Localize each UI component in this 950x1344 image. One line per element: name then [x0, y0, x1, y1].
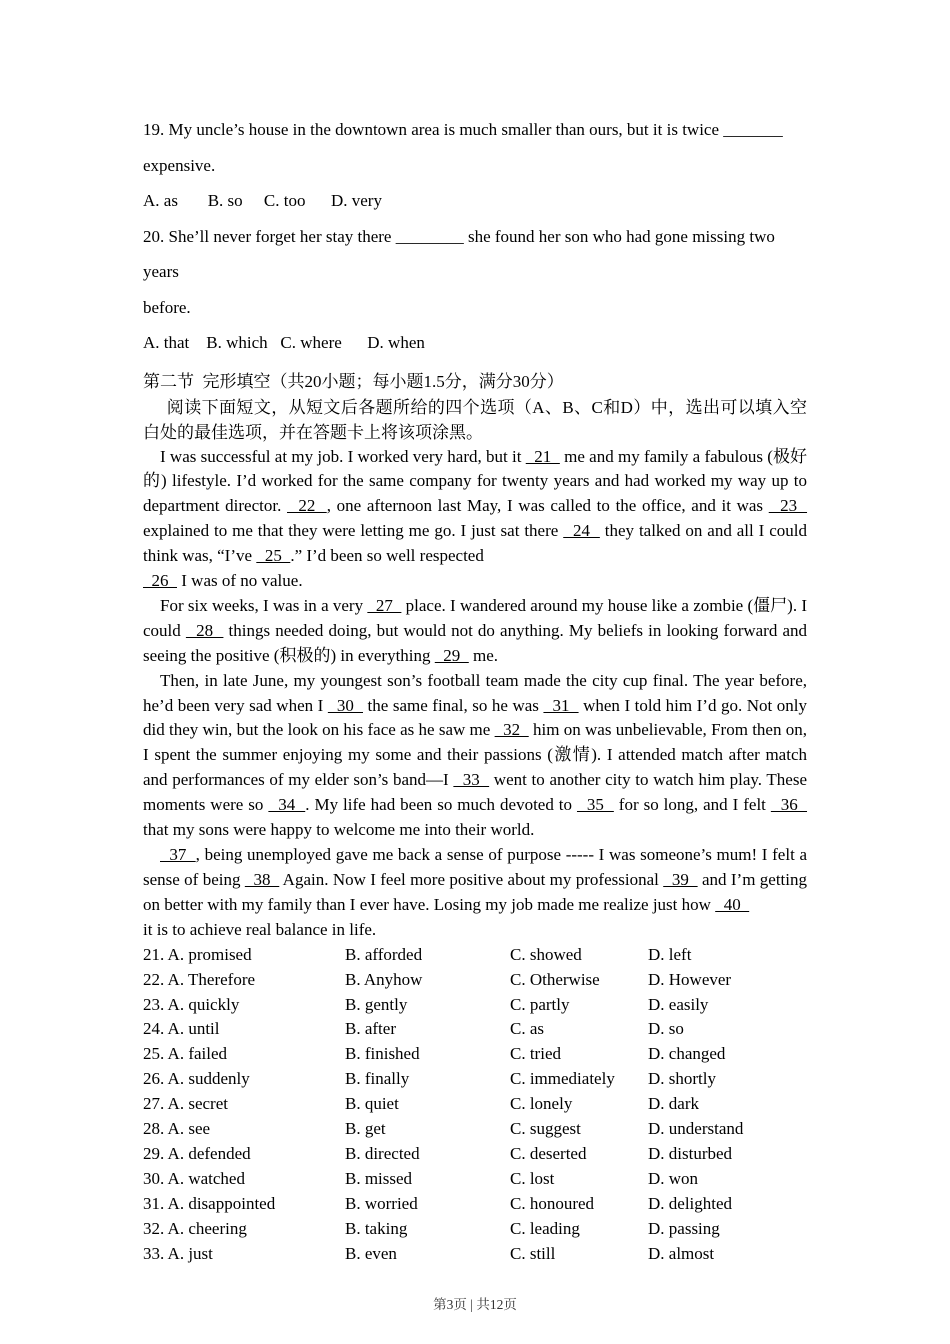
cloze-option-row-31 — [143, 1192, 807, 1217]
cloze-option-row-29 — [143, 1142, 807, 1167]
cloze-option-cell-a: 22. A. Therefore — [143, 969, 256, 989]
passage-paragraph-3: Then, in late June, my youngest son’s football team made the city cup final. The year before, he’d been very sad when I 30 the same final, so he was 31 when I told him I’d go. Not only did they win, but the look on his face as he saw me 32 him on was unbelievable, From then on, I spent the summer enjoying my some and their passions (激情). I attended match after match and performances of my elder son’s band—I 33 went to another city to watch him play. These moments were so 34 . My life had been so much devoted to 35 for so long, and I felt 36 that my sons were happy to welcome me into their world. — [143, 670, 808, 840]
cloze-option-cell-a: 24. A. until — [143, 1019, 220, 1039]
cloze-blank-40: 40 — [715, 894, 750, 914]
grammar-questions-section — [143, 112, 807, 361]
cloze-option-cell-a: 26. A. suddenly — [143, 1069, 250, 1089]
cloze-option-cell-c: C. Otherwise — [510, 969, 600, 989]
cloze-blank-37: 37 — [160, 845, 196, 864]
cloze-option-cell-a: 23. A. quickly — [143, 994, 240, 1014]
cloze-option-row-32 — [143, 1217, 807, 1242]
cloze-option-cell-b: B. finished — [345, 1044, 420, 1064]
question-20-stem-line-2: before. — [143, 297, 191, 317]
cloze-option-cell-a: 25. A. failed — [143, 1044, 228, 1064]
cloze-option-row-25 — [143, 1042, 807, 1067]
cloze-blank-29: 29 — [434, 645, 469, 665]
cloze-option-cell-c: C. still — [510, 1244, 556, 1264]
cloze-option-cell-d: D. so — [648, 1019, 684, 1039]
cloze-option-row-30 — [143, 1167, 807, 1192]
cloze-option-cell-d: D. changed — [648, 1044, 726, 1064]
cloze-option-cell-c: C. lost — [510, 1169, 555, 1189]
cloze-option-cell-a: 21. A. promised — [143, 944, 252, 964]
question-19-stem-line-2: expensive. — [143, 155, 216, 175]
question-19-options: A. as B. so C. too D. very — [143, 191, 382, 210]
cloze-option-cell-c: C. showed — [510, 944, 582, 964]
cloze-option-cell-a: 31. A. disappointed — [143, 1194, 276, 1214]
cloze-option-cell-c: C. deserted — [510, 1144, 587, 1164]
cloze-option-cell-b: B. after — [345, 1019, 396, 1039]
cloze-blank-36: 36 — [770, 795, 808, 815]
cloze-blank-39: 39 — [663, 869, 698, 889]
cloze-blank-32: 32 — [494, 720, 529, 740]
question-19-stem-line-1: 19. My uncle’s house in the downtown area is much smaller than ours, but it is twice _______ — [143, 120, 783, 139]
cloze-option-cell-b: B. directed — [345, 1144, 420, 1164]
cloze-blank-34: 34 — [268, 795, 306, 815]
cloze-blank-21: 21 — [525, 446, 560, 466]
cloze-option-cell-b: B. taking — [345, 1219, 408, 1239]
cloze-option-cell-b: B. get — [345, 1119, 386, 1139]
cloze-option-cell-d: D. won — [648, 1169, 699, 1189]
cloze-option-cell-c: C. immediately — [510, 1069, 615, 1089]
cloze-option-row-26 — [143, 1067, 807, 1092]
cloze-blank-31: 31 — [543, 695, 579, 715]
cloze-section-instructions: 阅读下面短文，从短文后各题所给的四个选项（A、B、C和D）中，选出可以填入空白处的最佳选项，并在答题卡上将该项涂黑。 — [143, 397, 807, 442]
passage-paragraph-2: For six weeks, I was in a very 27 place. I wandered around my house like a zombie (僵尸). I could 28 things needed doing, but would not do anything. My beliefs in looking forward and seeing the positive (积极的) in everything 29 me. — [143, 595, 808, 665]
cloze-option-cell-a: 28. A. see — [143, 1119, 211, 1139]
cloze-option-cell-d: D. shortly — [648, 1069, 716, 1089]
cloze-option-cell-c: C. tried — [510, 1044, 561, 1064]
cloze-option-cell-b: B. gently — [345, 994, 408, 1014]
cloze-option-cell-c: C. honoured — [510, 1194, 595, 1214]
cloze-option-cell-c: C. lonely — [510, 1094, 573, 1114]
cloze-option-cell-c: C. suggest — [510, 1119, 581, 1139]
cloze-option-cell-d: D. dark — [648, 1094, 699, 1114]
cloze-option-row-23 — [143, 993, 807, 1018]
cloze-option-row-22 — [143, 968, 807, 993]
cloze-option-cell-a: 30. A. watched — [143, 1169, 245, 1189]
cloze-blank-24: 24 — [563, 521, 600, 541]
cloze-blank-26: 26 — [143, 571, 177, 591]
cloze-option-cell-d: D. passing — [648, 1219, 720, 1239]
cloze-option-cell-d: D. However — [648, 969, 732, 989]
cloze-option-cell-d: D. almost — [648, 1244, 715, 1264]
cloze-option-cell-b: B. quiet — [345, 1094, 399, 1114]
cloze-blank-27: 27 — [367, 595, 402, 615]
cloze-option-cell-b: B. even — [345, 1244, 397, 1264]
cloze-option-cell-b: B. afforded — [345, 944, 423, 964]
cloze-option-cell-b: B. worried — [345, 1194, 418, 1214]
cloze-blank-25: 25 — [256, 546, 291, 566]
cloze-option-cell-d: D. delighted — [648, 1194, 733, 1214]
cloze-option-cell-a: 29. A. defended — [143, 1144, 251, 1164]
cloze-blank-38: 38 — [244, 869, 280, 889]
cloze-blank-33: 33 — [453, 770, 490, 790]
cloze-options-table — [143, 943, 807, 1267]
cloze-option-cell-c: C. leading — [510, 1219, 580, 1239]
cloze-option-cell-d: D. left — [648, 944, 692, 964]
cloze-option-cell-c: C. as — [510, 1019, 544, 1039]
cloze-option-row-27 — [143, 1092, 807, 1117]
cloze-option-row-24 — [143, 1017, 807, 1042]
cloze-blank-23: 23 — [768, 496, 808, 516]
cloze-blank-35: 35 — [576, 795, 614, 815]
cloze-option-cell-a: 27. A. secret — [143, 1094, 228, 1114]
cloze-passage — [143, 445, 807, 943]
passage-paragraph-1: I was successful at my job. I worked very hard, but it 21 me and my family a fabulous (极好的) lifestyle. I’d worked for the same company for twenty years and had worked my way up to department director. 22 , one afternoon last May, I was called to the office, and it was 23 explained to me that they were letting me go. I just sat there 24 they talked on and all I could think was, “I’ve 25 .” I’d been so well respected 26 I was of no value. — [143, 446, 808, 591]
cloze-option-cell-a: 33. A. just — [143, 1244, 213, 1264]
cloze-option-row-28 — [143, 1117, 807, 1142]
cloze-option-cell-d: D. understand — [648, 1119, 744, 1139]
question-20-stem-line-1: 20. She’ll never forget her stay there ________ she found her son who had gone missing two years — [143, 226, 780, 281]
cloze-section-heading: 第二节 完形填空（共20小题；每小题1.5分，满分30分） — [143, 371, 564, 391]
cloze-option-cell-c: C. partly — [510, 994, 570, 1014]
cloze-option-cell-a: 32. A. cheering — [143, 1219, 247, 1239]
cloze-option-cell-b: B. finally — [345, 1069, 410, 1089]
cloze-option-cell-b: B. missed — [345, 1169, 413, 1189]
question-20-options: A. that B. which C. where D. when — [143, 333, 425, 352]
passage-paragraph-4: 37 , being unemployed gave me back a sense of purpose ----- I was someone’s mum! I felt a sense of being 38 Again. Now I feel more positive about my professional 39 and I’m getting on better with my family than I ever have. Losing my job made me realize just how 40 it is to achieve real balance in life. — [143, 845, 808, 939]
cloze-option-row-33 — [143, 1242, 807, 1267]
cloze-option-cell-d: D. disturbed — [648, 1144, 733, 1164]
cloze-option-cell-d: D. easily — [648, 994, 709, 1014]
cloze-blank-28: 28 — [185, 620, 224, 640]
cloze-option-row-21 — [143, 943, 807, 968]
cloze-option-cell-b: B. Anyhow — [345, 969, 423, 989]
cloze-blank-30: 30 — [327, 695, 363, 715]
page-footer: 第3页 | 共12页 — [433, 1297, 517, 1313]
cloze-blank-22: 22 — [287, 496, 327, 516]
